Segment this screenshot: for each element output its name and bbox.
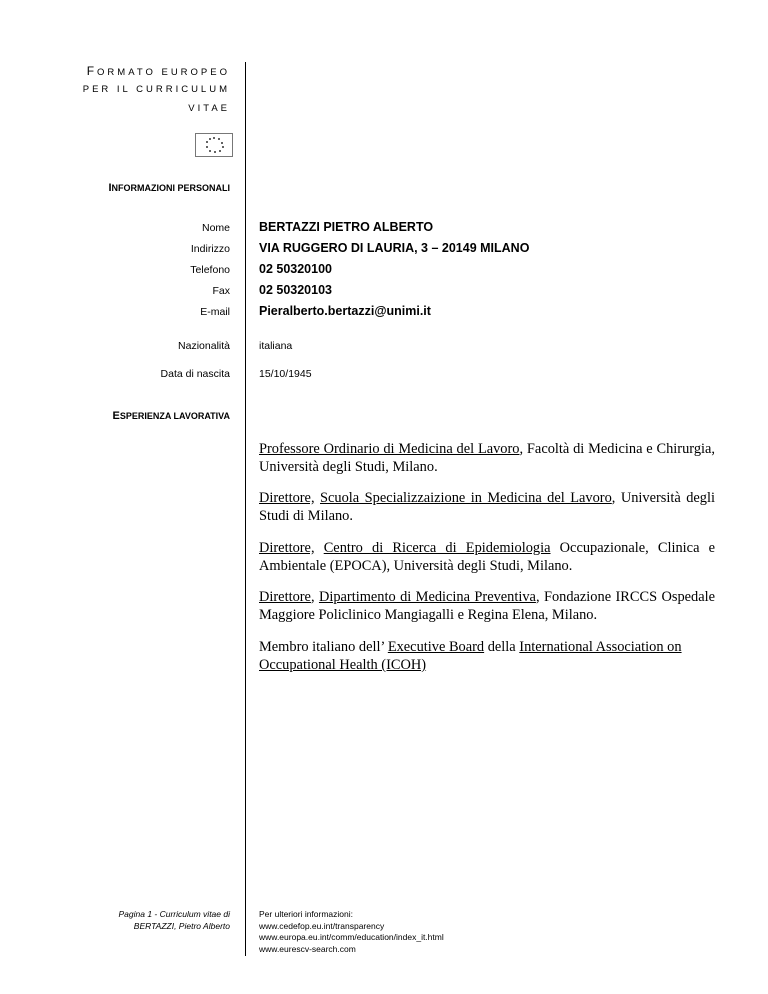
section-work-experience: ESPERIENZA LAVORATIVA bbox=[112, 410, 230, 422]
footer-links bbox=[259, 909, 444, 955]
value-email[interactable]: Pieralberto.bertazzi@unimi.it bbox=[259, 304, 431, 318]
vertical-divider bbox=[245, 62, 246, 956]
value-nazionalita: italiana bbox=[259, 340, 293, 352]
footer-link[interactable]: www.europa.eu.int/comm/education/index_it.html bbox=[259, 932, 444, 942]
footer-link[interactable]: www.cedefop.eu.int/transparency bbox=[259, 920, 385, 931]
value-data-nascita: 15/10/1945 bbox=[259, 368, 312, 380]
label-indirizzo: Indirizzo bbox=[190, 243, 230, 255]
value-nome: BERTAZZI PIETRO ALBERTO bbox=[259, 220, 434, 234]
title-line-1: FORMATO EUROPEO bbox=[86, 64, 230, 78]
experience-item: Professore Ordinario di Medicina del Lavoro, Facoltà di Medicina e Chirurgia, Università degli Studi, Milano. bbox=[259, 441, 715, 475]
footer-info-label: Per ulteriori informazioni: bbox=[259, 909, 354, 919]
title-line-2: PER IL CURRICULUM bbox=[82, 84, 230, 95]
label-fax: Fax bbox=[212, 285, 230, 297]
experience-item: Membro italiano dell’ Executive Board della International Association on Occupational Health (ICOH) bbox=[259, 639, 682, 673]
section-personal-info: INFORMAZIONI PERSONALI bbox=[108, 182, 230, 194]
footer-link[interactable]: www.eurescv-search.com bbox=[259, 943, 356, 954]
value-fax: 02 50320103 bbox=[259, 283, 332, 297]
value-indirizzo: VIA RUGGERO DI LAURIA, 3 – 20149 MILANO bbox=[259, 241, 530, 255]
experience-item: Direttore, Dipartimento di Medicina Preventiva, Fondazione IRCCS Ospedale Maggiore Policlinico Mangiagalli e Regina Elena, Milano. bbox=[259, 589, 716, 623]
footer-page-info: Pagina 1 - Curriculum vitae di BERTAZZI, Pietro Alberto bbox=[118, 909, 230, 931]
label-telefono: Telefono bbox=[190, 264, 230, 276]
label-nazionalita: Nazionalità bbox=[178, 340, 230, 352]
label-email: E-mail bbox=[200, 306, 230, 318]
label-nome: Nome bbox=[201, 222, 230, 234]
label-data-nascita: Data di nascita bbox=[160, 368, 230, 380]
eu-flag-icon bbox=[195, 133, 233, 157]
experience-item: Direttore, Scuola Specializzaizione in Medicina del Lavoro, Università degli Studi di Milano. bbox=[259, 490, 715, 524]
experience-item: Direttore, Centro di Ricerca di Epidemiologia Occupazionale, Clinica e Ambientale (EPOCA), Università degli Studi, Milano. bbox=[259, 540, 715, 574]
title-line-3: VITAE bbox=[188, 103, 230, 114]
value-telefono: 02 50320100 bbox=[259, 262, 332, 276]
